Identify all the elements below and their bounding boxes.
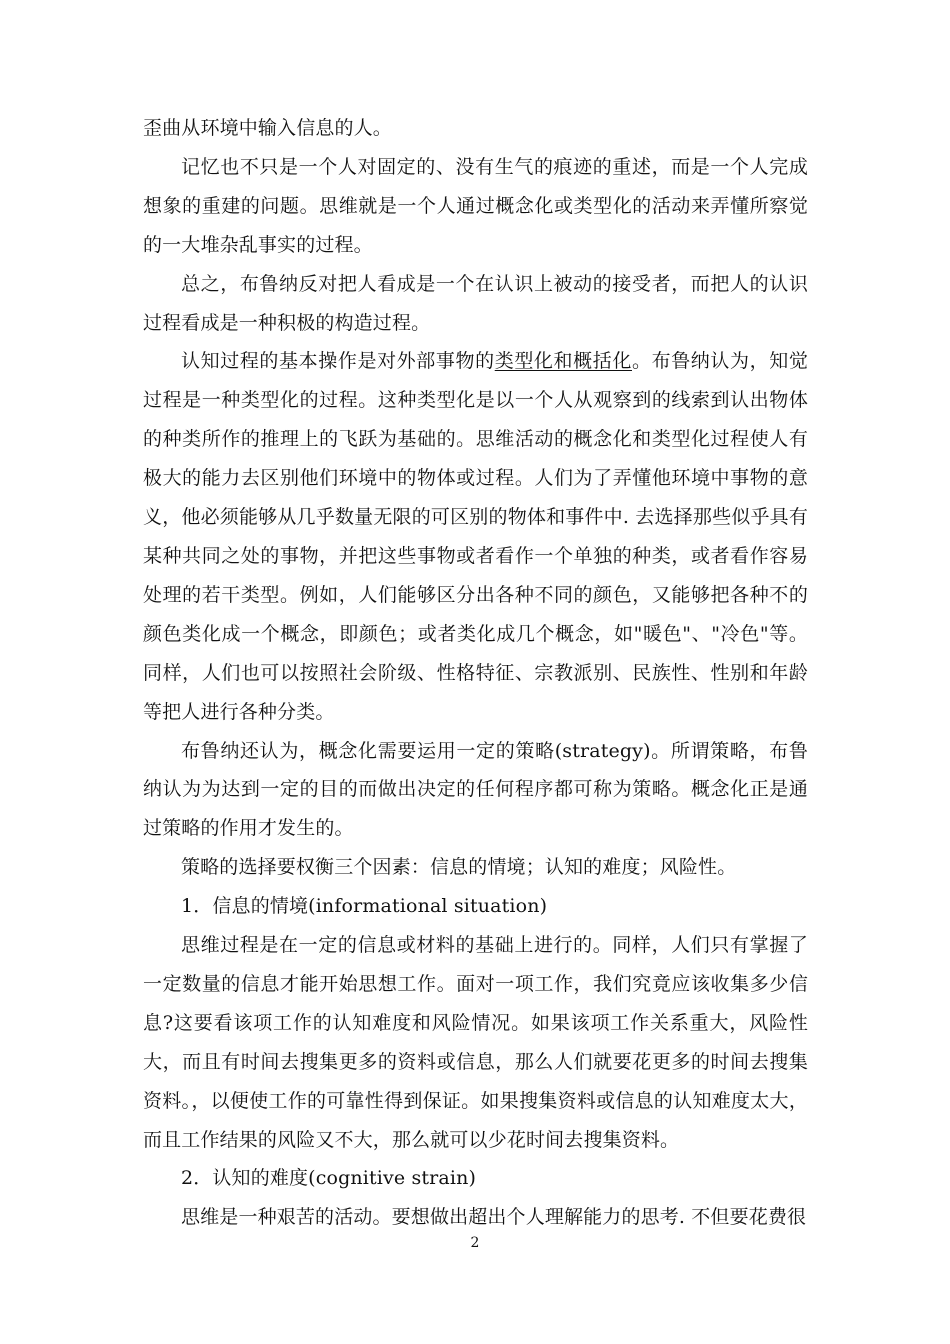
paragraph-three-factors: 策略的选择要权衡三个因素：信息的情境；认知的难度；风险性。 [181, 856, 737, 879]
paragraph-text: 。布鲁纳认为，知觉过程是一种类型化的过程。这种类型化是以一个人从观察到的线索到认出物体的种类所作的推理上的飞跃为基础的。思维活动的概念化和类型化过程使人有极大的能力去区别他们环境中的物体或过程。人们为了弄懂他环境中事物的意义，他必须能够从几乎数量无限的可区别的物体和事件中. 去选择那些似乎具有某种共同之处的事物，并把这些事物或者看作一个单独的种类，或者看作容易处理的若干类型。例如，人们能够区分出各种不同的颜色，又能够把各种不的颜色类化成一个概念，即颜色；或者类化成几个概念，如"暖色"、"冷色"等。同样，人们也可以按照社会阶级、性格特征、宗教派别、民族性、性别和年龄等把人进行各种分类。 [143, 350, 808, 723]
paragraph-thinking: 思维是一种艰苦的活动。要想做出超出个人理解能力的思考. 不但要花费很 [181, 1206, 807, 1229]
paragraph-memory: 记忆也不只是一个人对固定的、没有生气的痕迹的重述，而是一个人完成想象的重建的问题。思维就是一个人通过概念化或类型化的活动来弄懂所察觉的一大堆杂乱事实的过程。 [143, 155, 808, 256]
paragraph-text: 认知过程的基本操作是对外部事物的 [181, 350, 495, 373]
heading-informational-situation: 1．信息的情境(informational situation) [181, 895, 548, 918]
heading-cognitive-strain: 2．认知的难度(cognitive strain) [181, 1167, 477, 1190]
paragraph-strategy: 布鲁纳还认为，概念化需要运用一定的策略(strategy)。所谓策略，布鲁纳认为为达到一定的目的而做出决定的任何程序都可称为策略。概念化正是通过策略的作用才发生的。 [143, 739, 808, 840]
document-body [143, 109, 808, 1237]
paragraph-information: 思维过程是在一定的信息或材料的基础上进行的。同样，人们只有掌握了一定数量的信息才能开始思想工作。面对一项工作，我们究竟应该收集多少信息?这要看该项工作的认知难度和风险情况。如果该项工作关系重大，风险性大，而且有时间去搜集更多的资料或信息，那么人们就要花更多的时间去搜集资料。，以便使工作的可靠性得到保证。如果搜集资料或信息的认知难度太大，而且工作结果的风险又不大，那么就可以少花时间去搜集资料。 [143, 934, 808, 1151]
underlined-term: 类型化和概括化 [494, 350, 632, 373]
paragraph-continuation: 歪曲从环境中输入信息的人。 [143, 117, 392, 139]
paragraph-cognitive-process [143, 342, 808, 731]
paragraph-summary: 总之，布鲁纳反对把人看成是一个在认识上被动的接受者，而把人的认识过程看成是一种积极的构造过程。 [143, 272, 808, 334]
page-number: 2 [470, 1235, 480, 1251]
